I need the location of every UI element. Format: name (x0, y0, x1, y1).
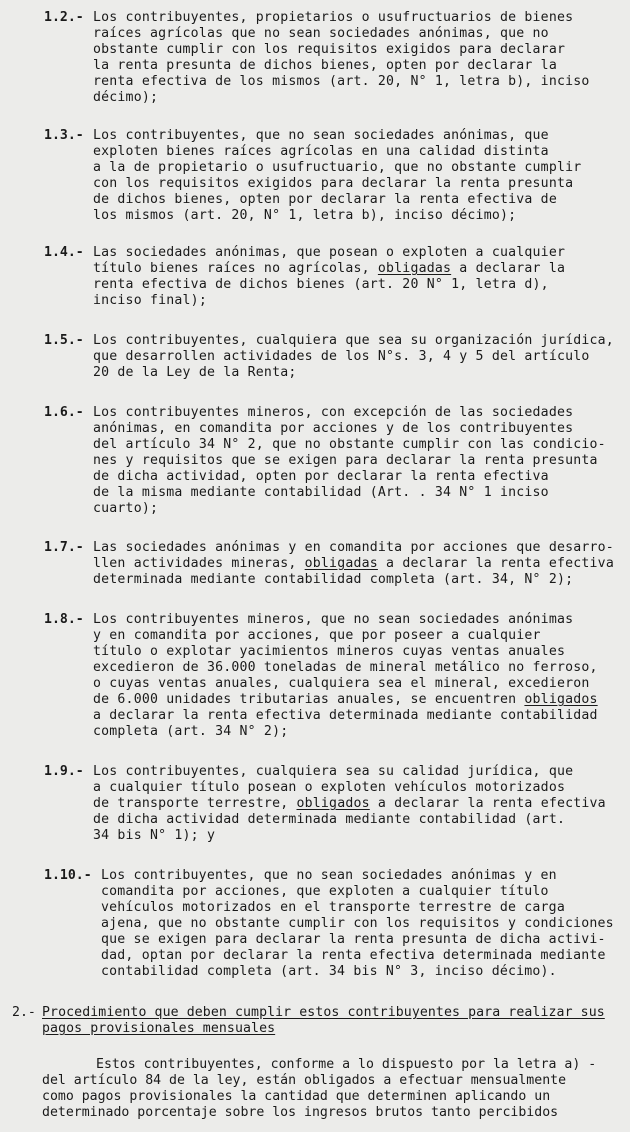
underlined-term: obligadas (304, 556, 378, 571)
text-line: de la misma mediante contabilidad (Art. . 34 N° 1 inciso (93, 485, 549, 500)
text-line: que desarrollen actividades de los N°s. 3, 4 y 5 del artículo (93, 349, 590, 364)
text-line: Los contribuyentes, cualquiera que sea su organización jurídica, (93, 333, 614, 348)
text-line: Las sociedades anónimas y en comandita por acciones que desarro- (93, 540, 614, 555)
text-line (93, 692, 630, 708)
text-line: de dichos bienes, opten por declarar la renta efectiva de (93, 192, 557, 207)
item-text (93, 333, 630, 381)
item-text (93, 10, 630, 106)
text-line: renta efectiva de los mismos (art. 20, N° 1, letra b), inciso (93, 74, 590, 89)
text-line: Los contribuyentes, que no sean sociedades anónimas, que (93, 128, 549, 143)
text-line: raíces agrícolas que no sean sociedades anónimas, que no (93, 26, 549, 41)
item-number: 1.2.- (44, 10, 84, 25)
text-line: a cualquier título posean o exploten vehículos motorizados (93, 780, 566, 795)
text-line: que se exigen para declarar la renta presunta de dicha activi- (101, 932, 606, 947)
text-segment: a declarar la renta efectiva (377, 556, 614, 571)
item-number: 1.7.- (44, 540, 84, 555)
text-segment: a declarar la (451, 261, 566, 276)
text-segment: llen actividades mineras, (93, 556, 305, 571)
text-line: inciso final); (93, 293, 207, 308)
text-line: dad, optan por declarar la renta efectiva determinada mediante (101, 948, 606, 963)
text-line: del artículo 34 N° 2, que no obstante cumplir con las condicio- (93, 437, 606, 452)
underlined-term: obligados (296, 796, 370, 811)
text-line: excedieron de 36.000 toneladas de mineral metálico no ferroso, (93, 660, 598, 675)
text-line: determinada mediante contabilidad completa (art. 34, N° 2); (93, 572, 574, 587)
text-line (93, 261, 630, 277)
text-line: comandita por acciones, que exploten a cualquier título (101, 884, 549, 899)
text-line: como pagos provisionales la cantidad que determinen aplicando un (42, 1089, 551, 1104)
text-segment: título bienes raíces no agrícolas, (93, 261, 378, 276)
text-line (93, 796, 630, 812)
item-number: 1.4.- (44, 245, 84, 260)
text-line: anónimas, en comandita por acciones y de los contribuyentes (93, 421, 574, 436)
text-line: cuarto); (93, 501, 159, 516)
text-line: la renta presunta de dichos bienes, opten por declarar la (93, 58, 557, 73)
text-line: Los contribuyentes mineros, con excepción de las sociedades (93, 405, 574, 420)
text-line: completa (art. 34 N° 2); (93, 724, 289, 739)
text-segment: de transporte terrestre, (93, 796, 297, 811)
text-line: Estos contribuyentes, conforme a lo dispuesto por la letra a) - (96, 1057, 597, 1072)
text-line: de dicha actividad determinada mediante contabilidad (art. (93, 812, 566, 827)
text-line: los mismos (art. 20, N° 1, letra b), inciso décimo); (93, 208, 517, 223)
text-line: Los contribuyentes, cualquiera sea su calidad jurídica, que (93, 764, 574, 779)
item-number: 1.8.- (44, 612, 84, 627)
item-number: 1.6.- (44, 405, 84, 420)
text-line: renta efectiva de dichos bienes (art. 20 N° 1, letra d), (93, 277, 549, 292)
text-line: Los contribuyentes, que no sean sociedades anónimas y en (101, 868, 557, 883)
text-line: vehículos motorizados en el transporte terrestre de carga (101, 900, 565, 915)
text-line: determinado porcentaje sobre los ingresos brutos tanto percibidos (42, 1105, 559, 1120)
underlined-term: obligados (524, 692, 598, 707)
text-segment: a declarar la renta efectiva (369, 796, 606, 811)
text-line: contabilidad completa (art. 34 bis N° 3, inciso décimo). (101, 964, 557, 979)
text-segment: de 6.000 unidades tributarias anuales, se encuentren (93, 692, 525, 707)
item-text (93, 128, 630, 224)
text-line: ajena, que no obstante cumplir con los requisitos y condiciones (101, 916, 614, 931)
text-line: con los requisitos exigidos para declarar la renta presunta (93, 176, 574, 191)
text-line: Los contribuyentes, propietarios o usufructuarios de bienes (93, 10, 574, 25)
item-text (93, 612, 630, 740)
item-number: 1.9.- (44, 764, 84, 779)
text-line: 34 bis N° 1); y (93, 828, 216, 843)
text-line: título o explotar yacimientos mineros cuyas ventas anuales (93, 644, 566, 659)
text-line: nes y requisitos que se exigen para declarar la renta presunta (93, 453, 598, 468)
text-line: de dicha actividad, opten por declarar la renta efectiva (93, 469, 549, 484)
item-text (93, 764, 630, 844)
text-line: a la de propietario o usufructuario, que no obstante cumplir (93, 160, 582, 175)
item-text (93, 245, 630, 309)
text-line: Las sociedades anónimas, que posean o exploten a cualquier (93, 245, 566, 260)
underlined-term: obligadas (377, 261, 452, 276)
body-paragraph (42, 1057, 630, 1121)
text-line: o cuyas ventas anuales, cualquiera sea el mineral, excedieron (93, 676, 590, 691)
section-heading (42, 1005, 622, 1037)
item-number: 1.10.- (44, 868, 92, 883)
text-line: a declarar la renta efectiva determinada mediante contabilidad (93, 708, 598, 723)
item-text (93, 540, 630, 588)
heading-line: Procedimiento que deben cumplir estos contribuyentes para realizar sus (42, 1005, 605, 1020)
text-line: 20 de la Ley de la Renta; (93, 365, 297, 380)
item-number: 1.5.- (44, 333, 84, 348)
text-line: exploten bienes raíces agrícolas en una calidad distinta (93, 144, 549, 159)
heading-line: pagos provisionales mensuales (42, 1021, 276, 1036)
section-number: 2.- (12, 1005, 36, 1020)
item-text (93, 405, 630, 517)
text-line: Los contribuyentes mineros, que no sean sociedades anónimas (93, 612, 574, 627)
item-number: 1.3.- (44, 128, 84, 143)
text-line: del artículo 84 de la ley, están obligados a efectuar mensualmente (42, 1073, 567, 1088)
item-text (101, 868, 630, 980)
text-line: obstante cumplir con los requisitos exigidos para declarar (93, 42, 566, 57)
text-line (93, 556, 630, 572)
text-line: décimo); (93, 90, 159, 105)
text-line: y en comandita por acciones, que por poseer a cualquier (93, 628, 541, 643)
